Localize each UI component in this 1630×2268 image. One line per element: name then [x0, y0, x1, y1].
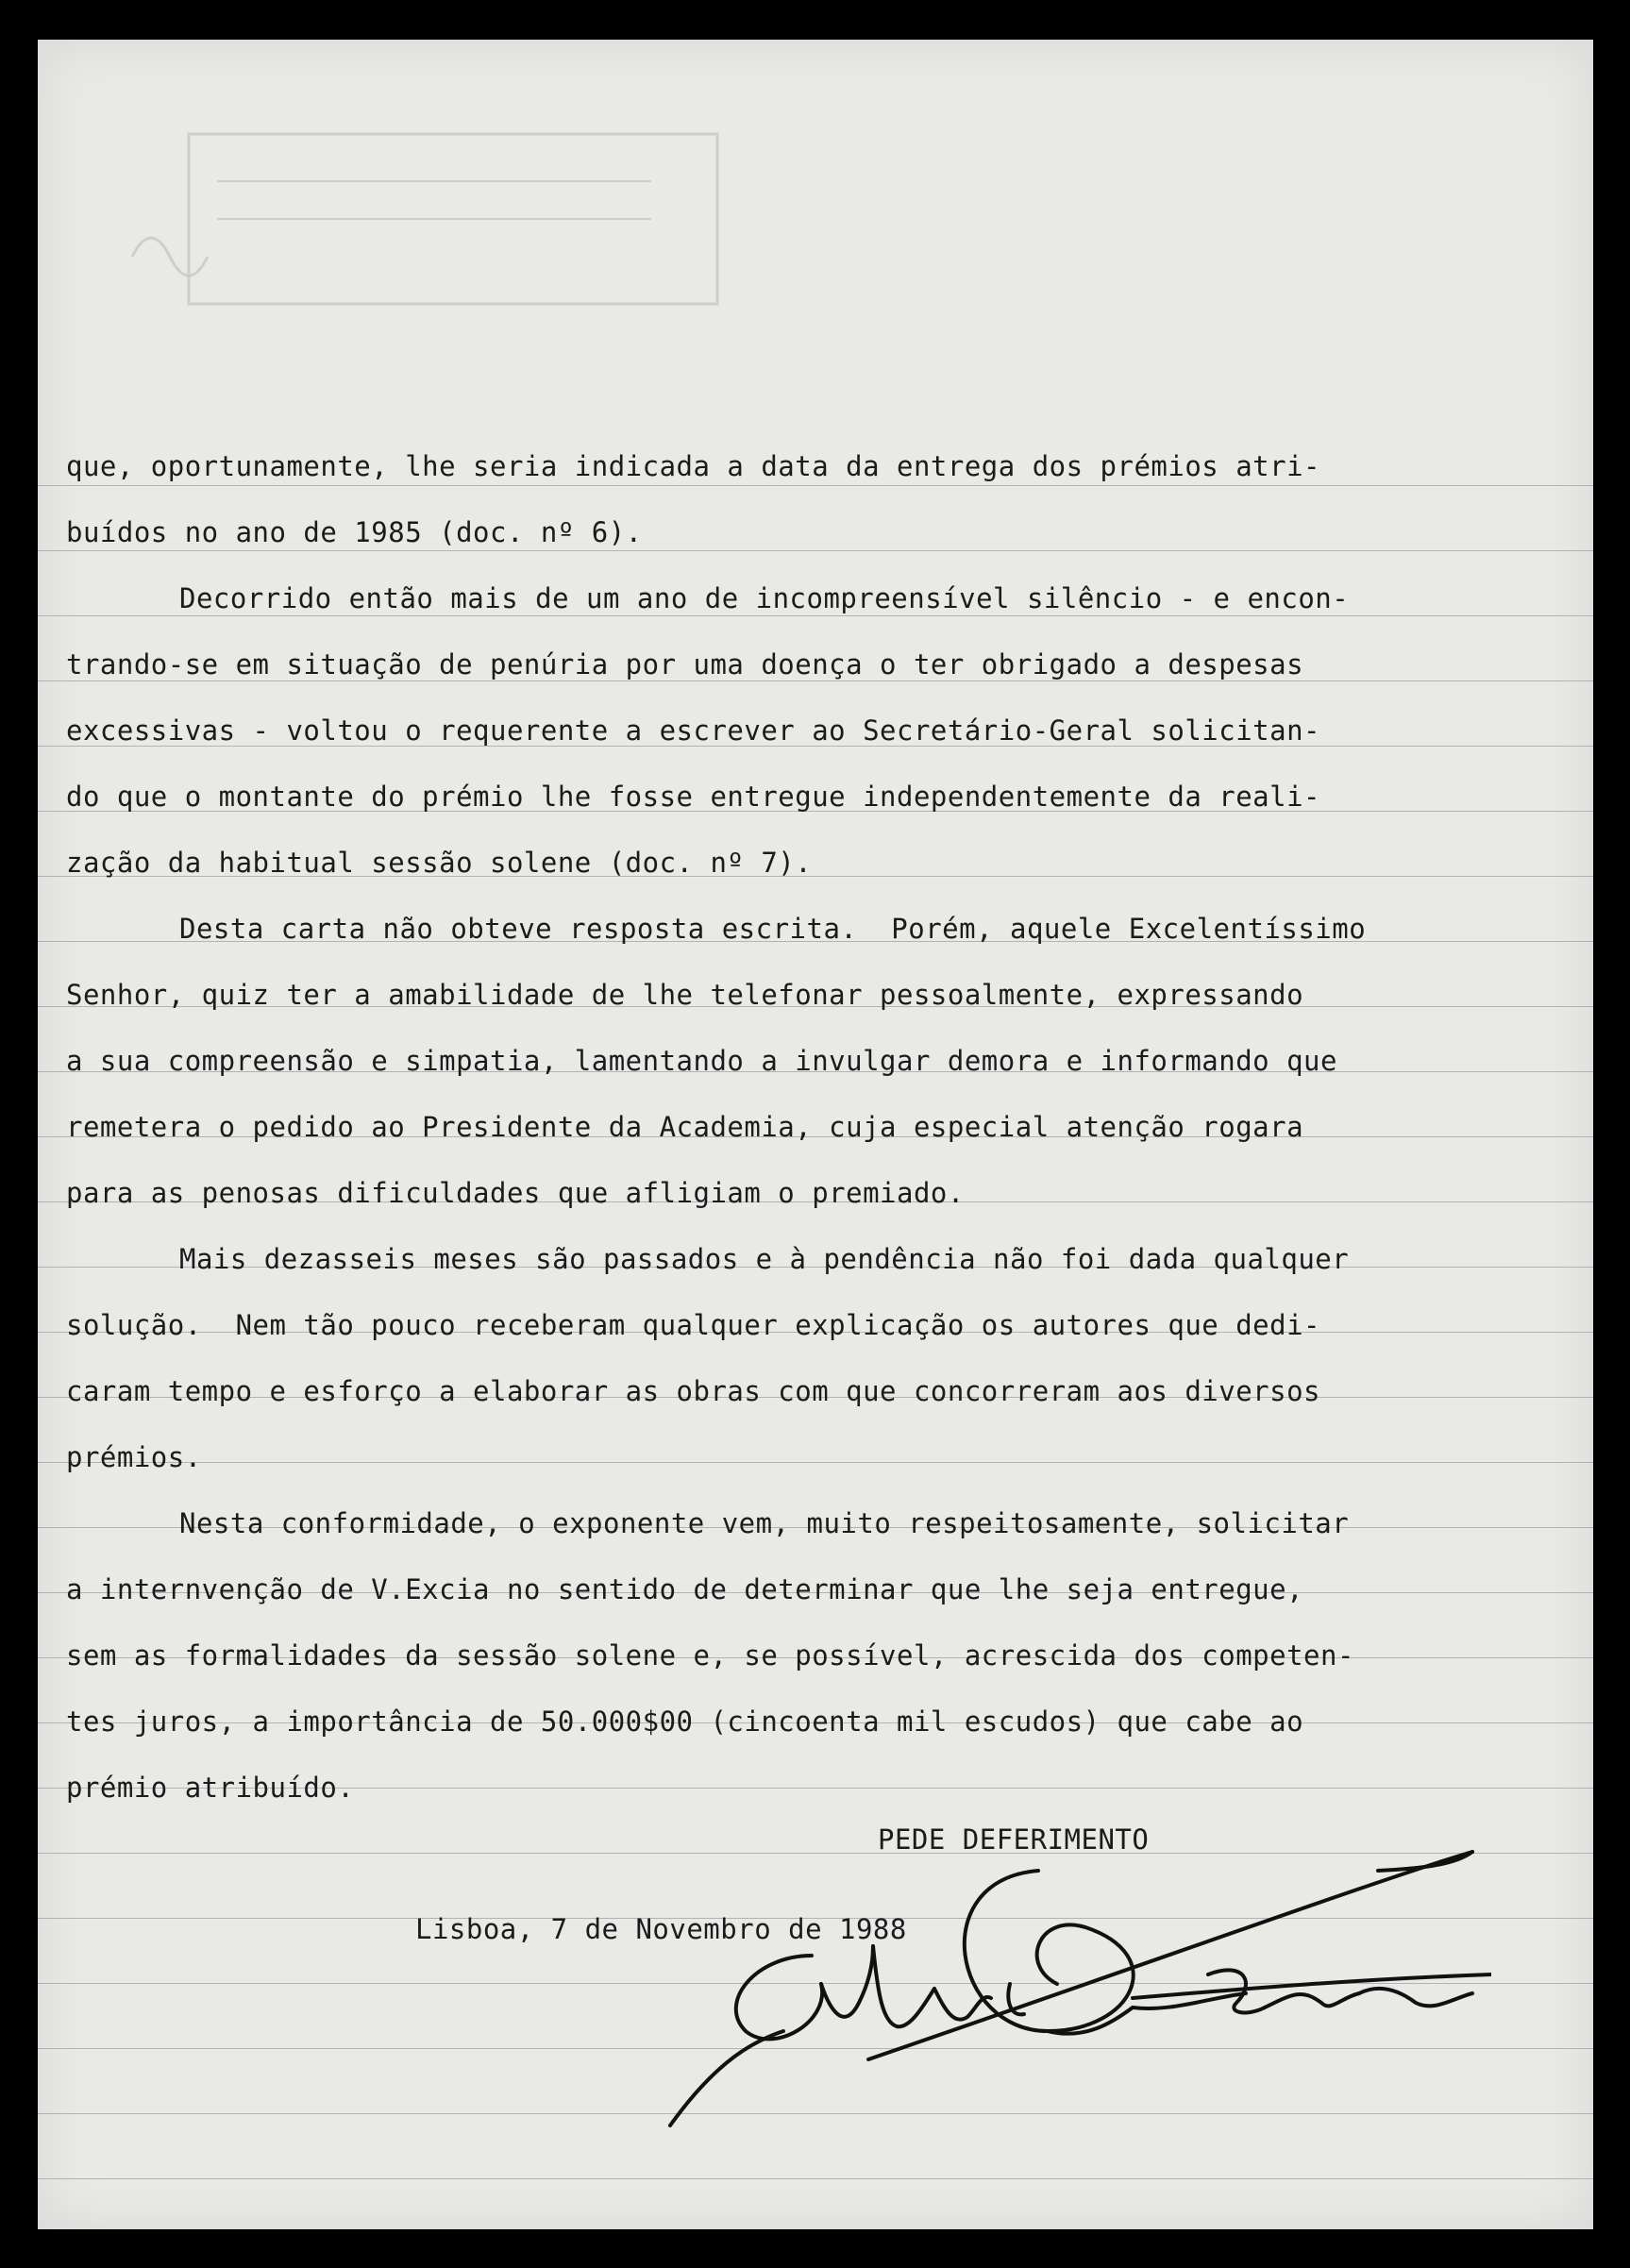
text-line: Mais dezasseis meses são passados e à pendência não foi dada qualquer	[179, 1243, 1350, 1275]
text-line: caram tempo e esforço a elaborar as obras com que concorreram aos diversos	[66, 1375, 1321, 1407]
faded-stamp-mark	[123, 115, 727, 323]
ruled-line	[38, 615, 1593, 616]
ruled-line	[38, 485, 1593, 486]
text-line: buídos no ano de 1985 (doc. nº 6).	[66, 516, 643, 548]
text-line: zação da habitual sessão solene (doc. nº 7).	[66, 847, 813, 879]
text-line: excessivas - voltou o requerente a escrever ao Secretário-Geral solicitan-	[66, 714, 1321, 747]
document-page	[38, 40, 1593, 2229]
text-line: a internvenção de V.Excia no sentido de determinar que lhe seja entregue,	[66, 1573, 1304, 1605]
text-line: remetera o pedido ao Presidente da Academia, cuja especial atenção rogara	[66, 1111, 1304, 1143]
ruled-line	[38, 1462, 1593, 1463]
text-line: a sua compreensão e simpatia, lamentando a invulgar demora e informando que	[66, 1045, 1337, 1077]
text-line: prémios.	[66, 1441, 202, 1473]
text-line: tes juros, a importância de 50.000$00 (cincoenta mil escudos) que cabe ao	[66, 1705, 1304, 1738]
text-line: Senhor, quiz ter a amabilidade de lhe telefonar pessoalmente, expressando	[66, 979, 1304, 1011]
text-line: do que o montante do prémio lhe fosse entregue independentemente da reali-	[66, 781, 1321, 813]
text-line: trando-se em situação de penúria por uma doença o ter obrigado a despesas	[66, 648, 1304, 680]
closing-phrase: PEDE DEFERIMENTO	[878, 1823, 1150, 1856]
ruled-line	[38, 2178, 1593, 2179]
text-line: sem as formalidades da sessão solene e, se possível, acrescida dos competen-	[66, 1639, 1354, 1672]
text-line: solução. Nem tão pouco receberam qualquer explicação os autores que dedi-	[66, 1309, 1321, 1341]
place-date: Lisboa, 7 de Novembro de 1988	[415, 1913, 907, 1945]
handwritten-signature	[642, 1814, 1491, 2154]
ruled-line	[38, 680, 1593, 681]
text-line: que, oportunamente, lhe seria indicada a data da entrega dos prémios atri-	[66, 450, 1321, 482]
text-line: Decorrido então mais de um ano de incompreensível silêncio - e encon-	[179, 582, 1350, 614]
ruled-line	[38, 550, 1593, 551]
text-line: prémio atribuído.	[66, 1772, 355, 1804]
text-line: Desta carta não obteve resposta escrita. Porém, aquele Excelentíssimo	[179, 913, 1367, 945]
text-line: Nesta conformidade, o exponente vem, muito respeitosamente, solicitar	[179, 1507, 1350, 1539]
text-line: para as penosas dificuldades que afligiam o premiado.	[66, 1177, 965, 1209]
